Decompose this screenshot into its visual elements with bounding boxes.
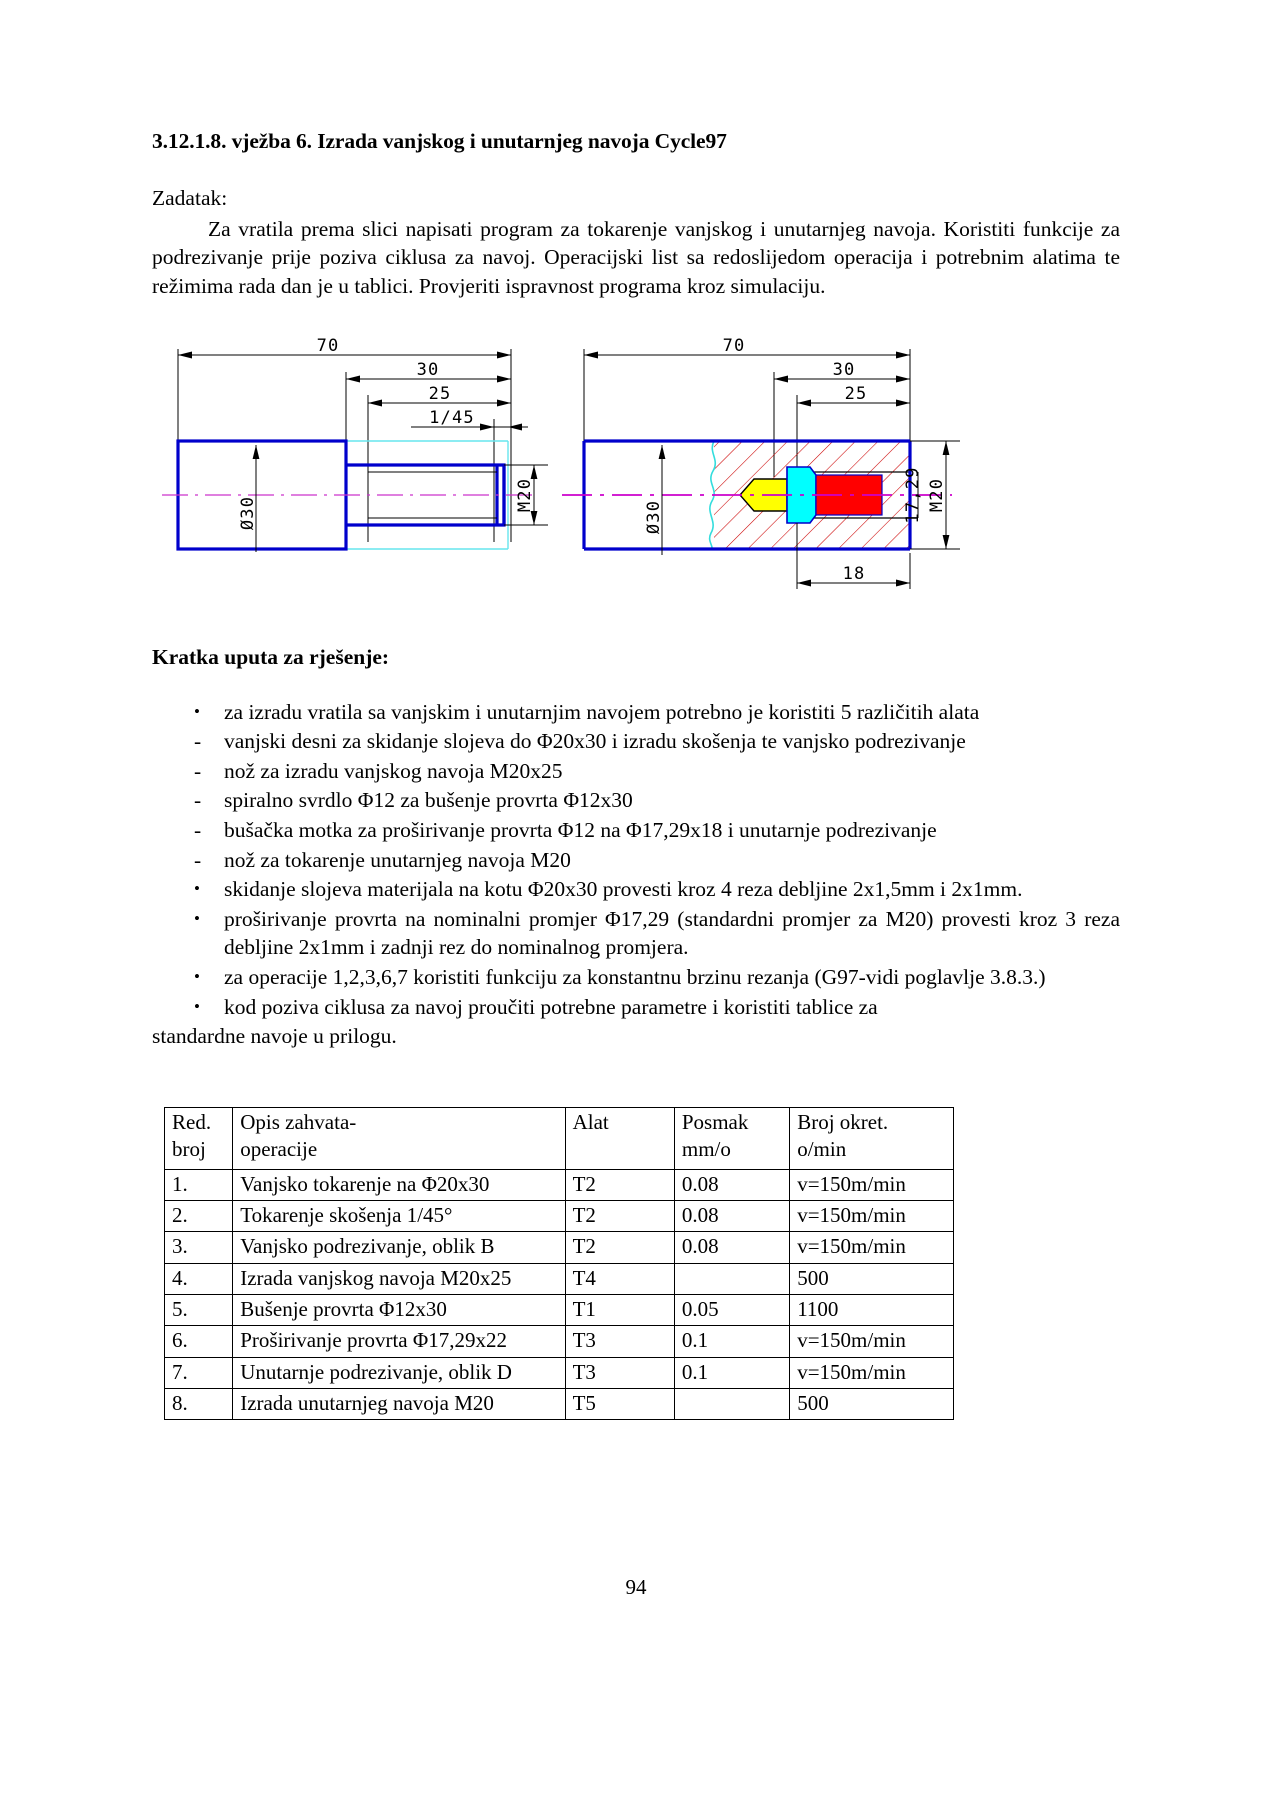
cell-no: 5.: [165, 1294, 233, 1325]
cell-rpm: v=150m/min: [790, 1357, 954, 1388]
table-header: [165, 1107, 954, 1169]
list-marker: •: [194, 701, 200, 721]
cell-feed: 0.05: [674, 1294, 789, 1325]
cell-no: 1.: [165, 1169, 233, 1200]
header-line-2: broj: [172, 1137, 206, 1162]
list-item-text: za operacije 1,2,3,6,7 koristiti funkciju za konstantnu brzinu rezanja (G97-vidi poglavlje 3.8.3.): [224, 964, 1046, 989]
list-marker: •: [194, 996, 200, 1016]
cell-feed: 0.1: [674, 1326, 789, 1357]
list-item-text: nož za tokarenje unutarnjeg navoja M20: [224, 847, 571, 872]
operations-table: [164, 1107, 954, 1420]
list-marker: -: [194, 817, 202, 842]
header-line-1: Red.: [172, 1109, 212, 1134]
header-line-2: o/min: [797, 1137, 847, 1162]
table-header-cell-rpm: [790, 1107, 954, 1169]
drawing-section-svg: [562, 327, 992, 607]
page-number: 94: [625, 1575, 647, 1599]
notes-list: [152, 698, 1120, 1022]
table-row: [165, 1388, 954, 1419]
table-row: [165, 1263, 954, 1294]
cell-description: Izrada vanjskog navoja M20x25: [233, 1263, 565, 1294]
list-item: [152, 993, 1120, 1022]
drawing-outer-svg: [156, 327, 556, 597]
cell-tool: T2: [565, 1232, 674, 1263]
dim-label-m20: M20: [515, 477, 535, 512]
list-item: [152, 875, 1120, 904]
cell-feed: 0.08: [674, 1169, 789, 1200]
dim-label-d30: Ø30: [238, 495, 258, 530]
list-item: [152, 905, 1120, 962]
cell-feed: [674, 1388, 789, 1419]
list-item-text: bušačka motka za proširivanje provrta Φ12 na Φ17,29x18 i unutarnje podrezivanje: [224, 817, 937, 842]
table-header-cell-feed: [674, 1107, 789, 1169]
cell-rpm: 500: [790, 1263, 954, 1294]
cell-tool: T4: [565, 1263, 674, 1294]
cell-tool: T5: [565, 1388, 674, 1419]
header-line-1: Alat: [572, 1109, 609, 1134]
dim-label-25: 25: [428, 383, 452, 404]
list-marker: •: [194, 908, 200, 928]
task-label: Zadatak:: [152, 185, 228, 210]
cell-no: 3.: [165, 1232, 233, 1263]
dim-label-m20-section: M20: [927, 477, 947, 512]
cell-description: Izrada unutarnjeg navoja M20: [233, 1388, 565, 1419]
cell-description: Vanjsko podrezivanje, oblik B: [233, 1232, 565, 1263]
cell-no: 7.: [165, 1357, 233, 1388]
list-marker: -: [194, 758, 202, 783]
cell-tool: T3: [565, 1326, 674, 1357]
cell-no: 2.: [165, 1201, 233, 1232]
table-row: [165, 1326, 954, 1357]
cell-tool: T1: [565, 1294, 674, 1325]
list-item-text: nož za izradu vanjskog navoja M20x25: [224, 758, 563, 783]
list-item: [152, 846, 1120, 875]
cell-rpm: v=150m/min: [790, 1232, 954, 1263]
cell-rpm: v=150m/min: [790, 1169, 954, 1200]
cell-rpm: v=150m/min: [790, 1201, 954, 1232]
cell-feed: 0.08: [674, 1232, 789, 1263]
cell-tool: T3: [565, 1357, 674, 1388]
page-content: [152, 128, 1120, 1420]
dim-label-25-section: 25: [844, 383, 868, 404]
table-body: [165, 1169, 954, 1419]
header-line-1: Opis zahvata-: [240, 1109, 357, 1134]
list-item-text: proširivanje provrta na nominalni promjer Φ17,29 (standardni promjer za M20) provesti kroz 3 reza debljine 2x1mm i zadnji rez do nominalnog promjera.: [224, 906, 1120, 960]
header-line-1: Broj okret.: [797, 1109, 889, 1134]
cell-feed: 0.08: [674, 1201, 789, 1232]
cell-description: Bušenje provrta Φ12x30: [233, 1294, 565, 1325]
notes-list-block: [152, 698, 1120, 1051]
list-item-text: kod poziva ciklusa za navoj proučiti potrebne parametre i koristiti tablice za: [224, 994, 878, 1019]
section-title-solution: Kratka uputa za rješenje:: [152, 644, 390, 669]
cell-description: Vanjsko tokarenje na Φ20x30: [233, 1169, 565, 1200]
drawing-outer-view: [156, 327, 556, 602]
dim-label-18: 18: [842, 563, 866, 584]
cell-rpm: v=150m/min: [790, 1326, 954, 1357]
dim-label-30: 30: [416, 359, 440, 380]
dim-label-chamfer: 1/45: [429, 407, 475, 428]
page-title: 3.12.1.8. vježba 6. Izrada vanjskog i unutarnjeg navoja Cycle97: [152, 129, 727, 153]
technical-drawings: [152, 327, 1120, 607]
list-item: [152, 816, 1120, 845]
list-item: [152, 757, 1120, 786]
list-item-text: skidanje slojeva materijala na kotu Φ20x30 provesti kroz 4 reza debljine 2x1,5mm i 2x1mm.: [224, 877, 1023, 902]
header-line-2: mm/o: [681, 1137, 731, 1162]
dim-label-d30-section: Ø30: [644, 499, 664, 534]
list-item-text: za izradu vratila sa vanjskim i unutarnjim navojem potrebno je koristiti 5 različitih alata: [224, 699, 980, 724]
list-marker: -: [194, 847, 202, 872]
dim-label-70: 70: [316, 335, 340, 356]
cell-description: Unutarnje podrezivanje, oblik D: [233, 1357, 565, 1388]
cell-rpm: 500: [790, 1388, 954, 1419]
cell-feed: 0.1: [674, 1357, 789, 1388]
dim-label-30-section: 30: [832, 359, 856, 380]
list-item: [152, 786, 1120, 815]
table-row: [165, 1232, 954, 1263]
cell-tool: T2: [565, 1201, 674, 1232]
cell-no: 8.: [165, 1388, 233, 1419]
table-row: [165, 1294, 954, 1325]
dim-label-1729: 17,29: [903, 466, 923, 524]
list-item: [152, 698, 1120, 727]
cell-feed: [674, 1263, 789, 1294]
table-header-cell-description: [233, 1107, 565, 1169]
table-row: [165, 1357, 954, 1388]
cell-rpm: 1100: [790, 1294, 954, 1325]
header-line-2: operacije: [240, 1137, 318, 1162]
dim-label-70-section: 70: [722, 335, 746, 356]
table-header-cell-no: [165, 1107, 233, 1169]
cell-description: Proširivanje provrta Φ17,29x22: [233, 1326, 565, 1357]
header-line-1: Posmak: [681, 1109, 749, 1134]
table-row: [165, 1169, 954, 1200]
table-header-row: [165, 1107, 954, 1169]
list-marker: •: [194, 879, 200, 899]
cell-no: 4.: [165, 1263, 233, 1294]
cell-no: 6.: [165, 1326, 233, 1357]
list-marker: -: [194, 788, 202, 813]
list-item: [152, 727, 1120, 756]
list-item-text: spiralno svrdlo Φ12 za bušenje provrta Φ12x30: [224, 788, 633, 813]
table-row: [165, 1201, 954, 1232]
list-marker: -: [194, 729, 202, 754]
list-marker: •: [194, 966, 200, 986]
task-paragraph: Za vratila prema slici napisati program za tokarenje vanjskog i unutarnjeg navoja. Koristiti funkcije za podrezivanje prije poziva ciklusa za navoj. Operacijski list sa redoslijedom operacija i potrebnim alatima te režimima rada dan je u tablici. Provjeriti ispravnost programa kroz simulaciju.: [152, 216, 1120, 298]
table-header-cell-tool: [565, 1107, 674, 1169]
drawing-section-view: [562, 327, 992, 612]
cell-tool: T2: [565, 1169, 674, 1200]
list-item-text: vanjski desni za skidanje slojeva do Φ20x30 i izradu skošenja te vanjsko podrezivanje: [224, 729, 966, 754]
cell-description: Tokarenje skošenja 1/45°: [233, 1201, 565, 1232]
notes-tail-line: standardne navoje u prilogu.: [152, 1024, 397, 1049]
list-item: [152, 963, 1120, 992]
